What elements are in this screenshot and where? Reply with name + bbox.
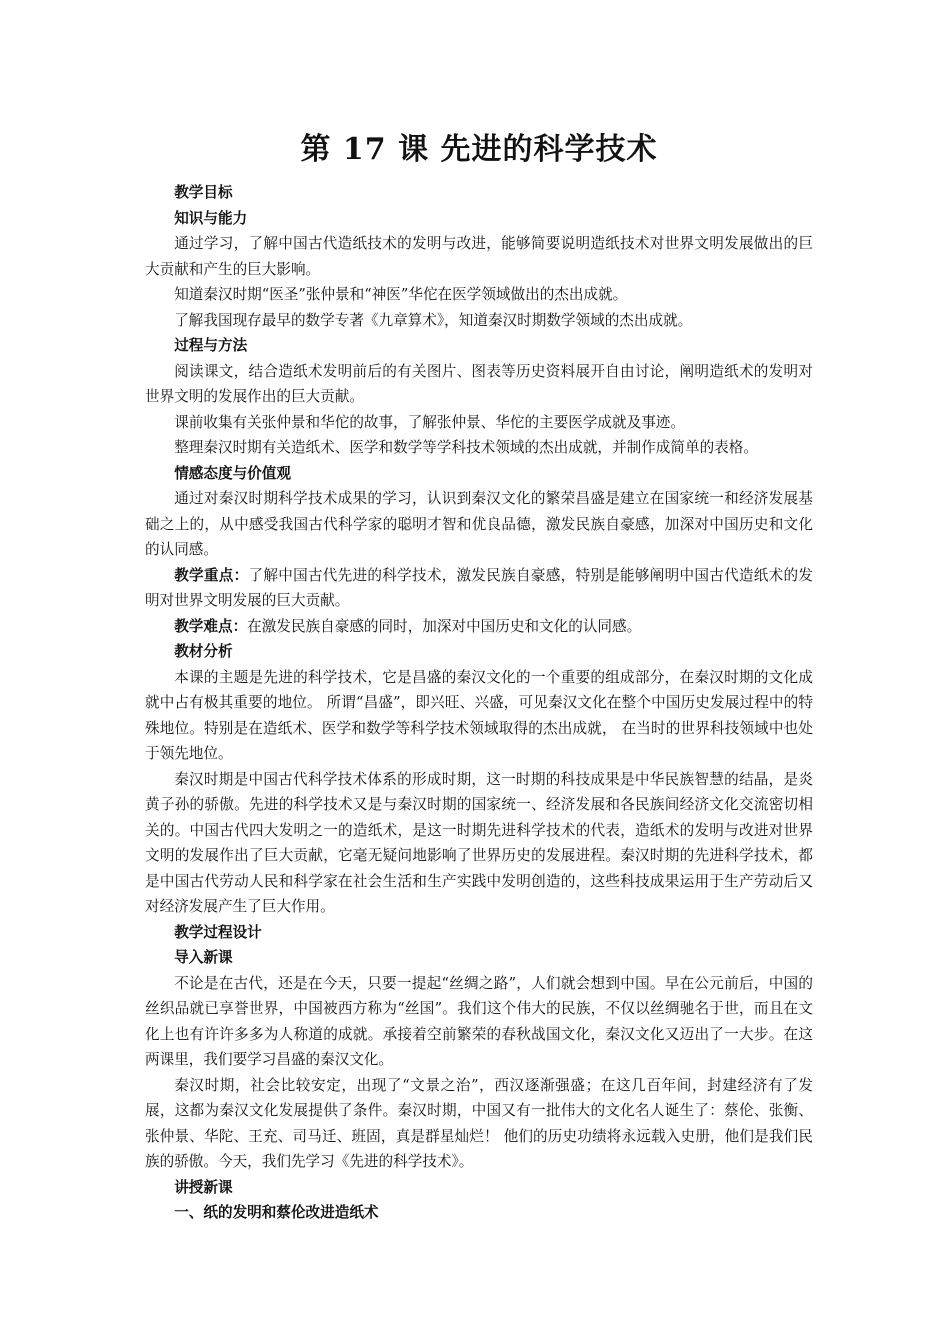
document-page bbox=[145, 128, 813, 1226]
paragraph-intro-2: 秦汉时期，社会比较安定，出现了“文景之治”，西汉逐渐强盛；在这几百年间，封建经济有了发展，这都为秦汉文化发展提供了条件。秦汉时期，中国又有一批伟大的文化名人诞生了：蔡伦、张衡、张仲景、华陀、王充、司马迁、班固，真是群星灿烂！ 他们的历史功绩将永远载入史册，他们是我们民族的骄傲。今天，我们先学习《先进的科学技术》。 bbox=[145, 1076, 813, 1170]
heading-intro-lesson: 导入新课 bbox=[174, 949, 233, 966]
paragraph-analysis-1: 本课的主题是先进的科学技术，它是昌盛的秦汉文化的一个重要的组成部分，在秦汉时期的文化成就中占有极其重要的地位。 所谓“昌盛”，即兴旺、兴盛，可见秦汉文化在整个中国历史发展过程中的特殊地位。特别是在造纸术、医学和数学等科学技术领域取得的杰出成就， 在当时的世界科技领域中也处于领先地位。 bbox=[145, 668, 813, 762]
paragraph-process-3: 整理秦汉时期有关造纸术、医学和数学等学科技术领域的杰出成就，并制作成简单的表格。 bbox=[174, 439, 758, 456]
heading-teach-lesson: 讲授新课 bbox=[174, 1178, 233, 1196]
paragraph-analysis-2: 秦汉时期是中国古代科学技术体系的形成时期，这一时期的科技成果是中华民族智慧的结晶，是炎黄子孙的骄傲。先进的科学技术又是与秦汉时期的国家统一、经济发展和各民族间经济文化交流密切相关的。中国古代四大发明之一的造纸术，是这一时期先进科学技术的代表，造纸术的发明与改进对世界文明的发展作出了巨大贡献，它毫无疑问地影响了世界历史的发展进程。秦汉时期的先进科学技术，都是中国古代劳动人民和科学家在社会生活和生产实践中发明创造的，这些科技成果运用于生产劳动后又对经济发展产生了巨大作用。 bbox=[145, 770, 813, 915]
paragraph-knowledge-1: 通过学习，了解中国古代造纸技术的发明与改进，能够简要说明造纸技术对世界文明发展做出的巨大贡献和产生的巨大影响。 bbox=[145, 235, 813, 278]
paragraph-intro-1: 不论是在古代，还是在今天，只要一提起“丝绸之路”，人们就会想到中国。早在公元前后，中国的丝织品就已享誉世界，中国被西方称为“丝国”。我们这个伟大的民族，不仅以丝绸驰名于世，而且在文化上也有许许多多为人称道的成就。承接着空前繁荣的春秋战国文化，秦汉文化又迈出了一大步。在这两课里，我们要学习昌盛的秦汉文化。 bbox=[145, 974, 813, 1068]
heading-material-analysis: 教材分析 bbox=[174, 643, 233, 660]
page-title: 第 17 课 先进的科学技术 bbox=[300, 132, 658, 167]
paragraph-process-1: 阅读课文，结合造纸术发明前后的有关图片、图表等历史资料展开自由讨论，阐明造纸术的发明对世界文明的发展作出的巨大贡献。 bbox=[145, 362, 813, 405]
difficult-point-label: 教学难点： bbox=[174, 617, 248, 635]
key-point-text: 了解中国古代先进的科学技术，激发民族自豪感，特别是能够阐明中国古代造纸术的发明对世界文明发展的巨大贡献。 bbox=[145, 566, 813, 609]
key-point-label: 教学重点： bbox=[174, 566, 249, 584]
paragraph-process-2: 课前收集有关张仲景和华佗的故事，了解张仲景、华佗的主要医学成就及事迹。 bbox=[174, 413, 685, 431]
heading-emotion-values: 情感态度与价值观 bbox=[174, 464, 291, 482]
heading-teaching-design: 教学过程设计 bbox=[174, 923, 262, 941]
difficult-point-text: 在激发民族自豪感的同时，加深对中国历史和文化的认同感。 bbox=[247, 617, 642, 635]
paragraph-key-point bbox=[145, 563, 813, 614]
paragraph-difficult-point bbox=[145, 614, 813, 640]
paragraph-knowledge-2: 知道秦汉时期“医圣”张仲景和“神医”华佗在医学领域做出的杰出成就。 bbox=[174, 286, 628, 303]
heading-process-method: 过程与方法 bbox=[174, 337, 248, 354]
paragraph-emotion-1: 通过对秦汉时期科学技术成果的学习，认识到秦汉文化的繁荣昌盛是建立在国家统一和经济发展基础之上的，从中感受我国古代科学家的聪明才智和优良品德，激发民族自豪感，加深对中国历史和文化的认同感。 bbox=[145, 490, 813, 558]
paragraph-knowledge-3: 了解我国现存最早的数学专著《九章算术》，知道秦汉时期数学领域的杰出成就。 bbox=[174, 311, 693, 329]
heading-knowledge-ability: 知识与能力 bbox=[174, 209, 248, 227]
heading-teaching-goals: 教学目标 bbox=[174, 184, 233, 201]
heading-section-1: 一、纸的发明和蔡伦改进造纸术 bbox=[174, 1204, 379, 1221]
